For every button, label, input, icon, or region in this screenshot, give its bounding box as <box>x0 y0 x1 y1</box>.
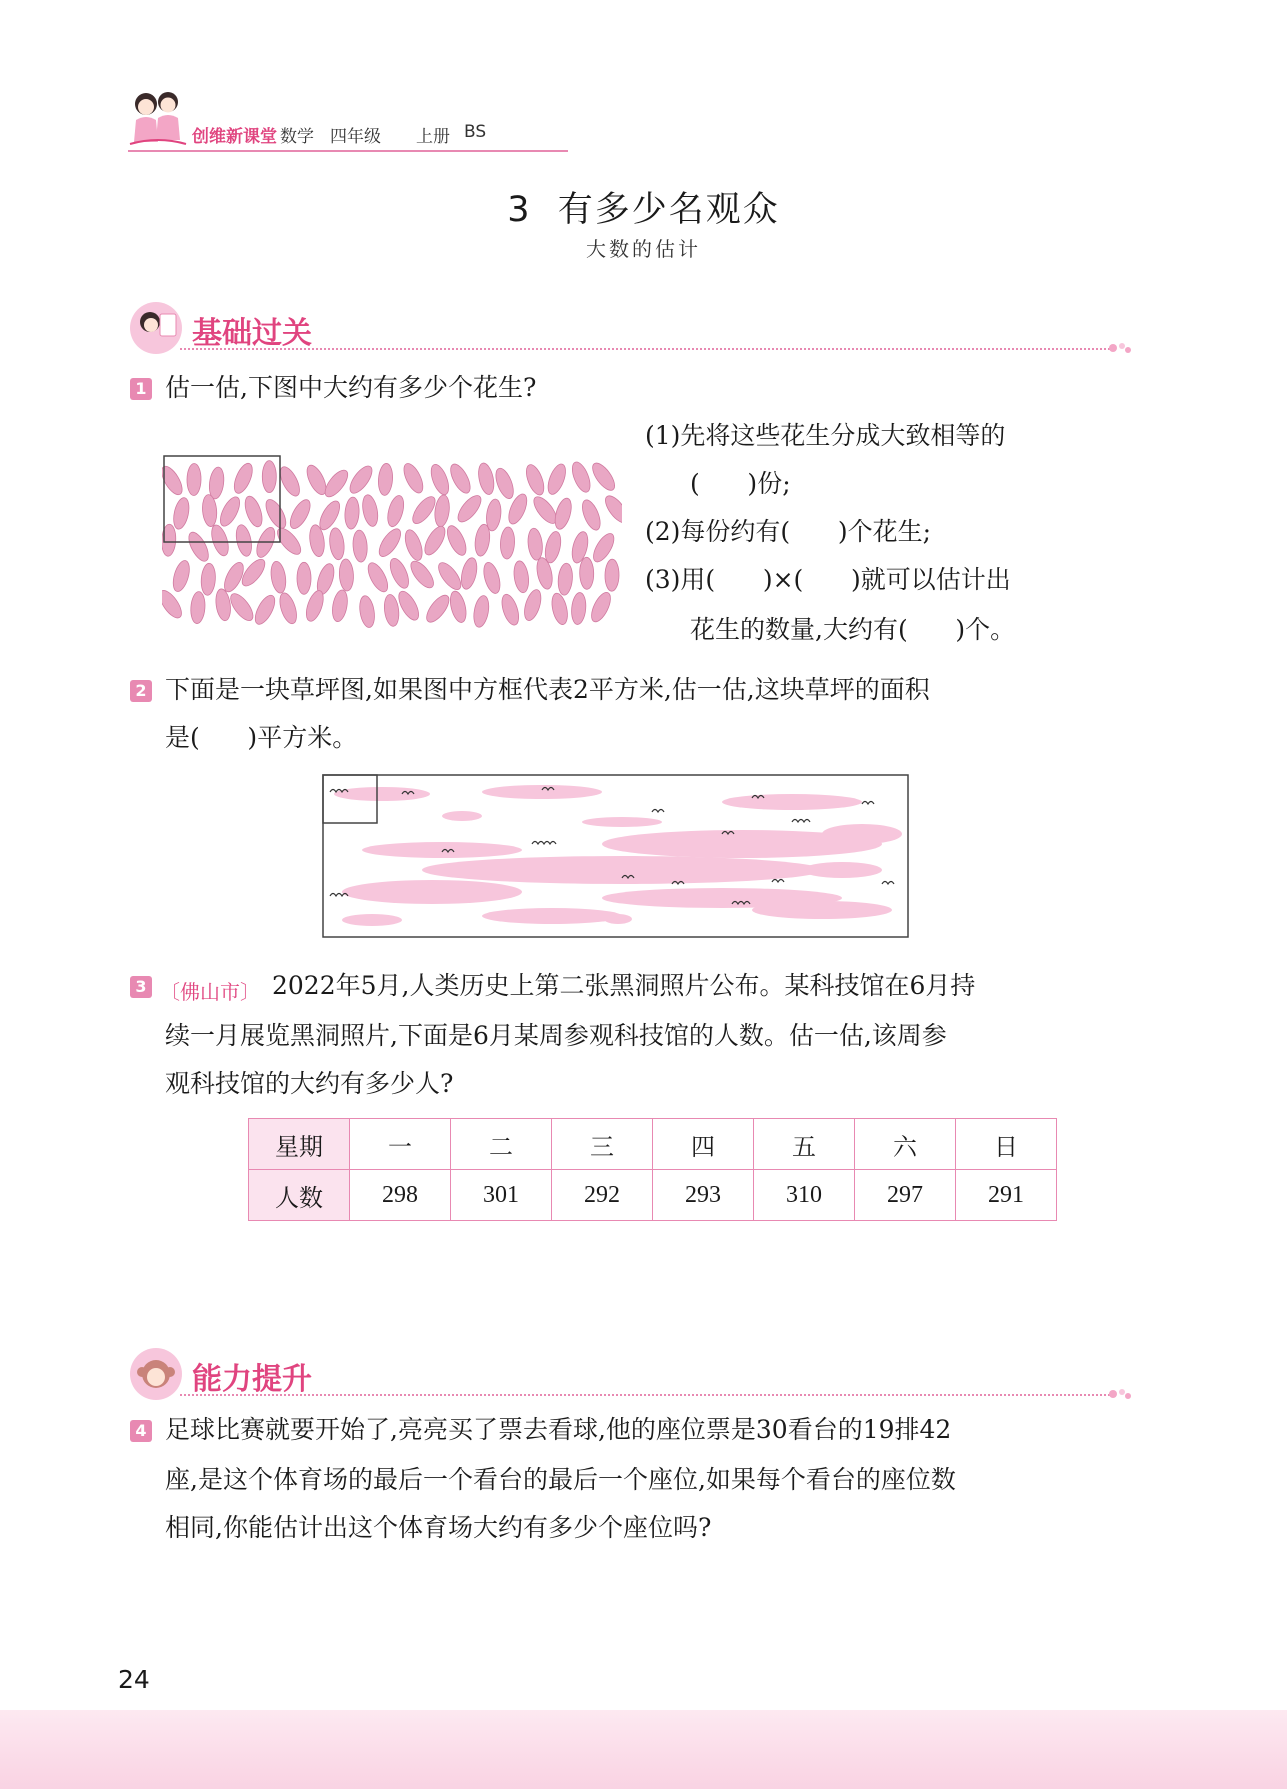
peanut-icon <box>190 591 206 624</box>
peanut-icon <box>262 461 276 493</box>
header-divider <box>128 150 568 152</box>
table-row <box>249 1170 1057 1221</box>
peanut-icon <box>448 590 469 624</box>
peanut-icon <box>297 562 311 594</box>
table-cell: 五 <box>754 1119 855 1170</box>
peanut-figure <box>162 450 622 630</box>
peanut-icon <box>170 559 192 594</box>
section-divider <box>180 1394 1110 1396</box>
peanut-icon <box>605 559 620 591</box>
peanut-icon <box>579 557 594 589</box>
table-row <box>249 1119 1057 1170</box>
table-cell: 297 <box>855 1170 956 1221</box>
peanut-icon <box>251 592 278 627</box>
peanut-icon <box>185 529 212 564</box>
question-number-4: 4 <box>130 1420 152 1442</box>
question-1-part-2: (2)每份约有( )个花生; <box>645 517 932 546</box>
peanut-icon <box>434 559 464 593</box>
question-3-line-1: 2022年5月,人类历史上第二张黑洞照片公布。某科技馆在6月持 <box>272 971 976 1000</box>
peanut-icon <box>423 592 453 626</box>
peanut-icon <box>481 561 503 596</box>
question-1-text: 估一估,下图中大约有多少个花生? <box>165 373 537 402</box>
peanut-icon <box>234 523 254 557</box>
peanut-icon <box>473 523 491 557</box>
question-3-line-2: 续一月展览黑洞照片,下面是6月某周参观科技馆的人数。估一估,该周参 <box>165 1021 947 1050</box>
question-1-part-1: (1)先将这些花生分成大致相等的 <box>645 421 1006 450</box>
page-header <box>128 86 1128 156</box>
peanut-icon <box>570 592 587 625</box>
peanut-icon <box>557 563 574 596</box>
table-cell: 一 <box>350 1119 451 1170</box>
peanut-icon <box>286 497 314 532</box>
peanut-icon <box>383 594 401 627</box>
peanut-icon <box>523 462 548 497</box>
table-cell: 日 <box>956 1119 1057 1170</box>
grade-label: 四年级 <box>330 127 381 147</box>
peanut-icon <box>492 466 517 501</box>
peanut-icon <box>200 563 216 596</box>
girl-mascot-icon <box>128 300 184 356</box>
lesson-title: 3 有多少名观众 <box>507 190 780 230</box>
page-number: 24 <box>118 1665 150 1694</box>
peanut-icon <box>421 523 449 558</box>
table-cell: 310 <box>754 1170 855 1221</box>
question-1-part-3: (3)用( )×( )就可以估计出 <box>645 565 1011 594</box>
peanut-icon <box>262 497 290 532</box>
peanut-icon <box>344 497 360 530</box>
peanut-icon <box>269 560 288 594</box>
peanut-icon <box>433 494 451 527</box>
peanut-icon <box>402 528 426 563</box>
peanut-icon <box>377 463 393 496</box>
monkey-mascot-icon <box>128 1346 184 1402</box>
peanut-icon <box>459 556 480 590</box>
table-cell: 301 <box>451 1170 552 1221</box>
table-cell: 四 <box>653 1119 754 1170</box>
peanut-icon <box>216 494 243 529</box>
peanut-icon <box>346 463 376 497</box>
peanut-icon <box>277 591 300 626</box>
peanut-icon <box>589 460 619 494</box>
peanut-icon <box>527 528 544 561</box>
peanut-icon <box>545 462 570 497</box>
peanut-icon <box>579 498 604 533</box>
table-cell: 292 <box>552 1170 653 1221</box>
peanut-icon <box>162 463 186 498</box>
region-tag: 〔佛山市〕 <box>160 980 260 1004</box>
footer-band <box>0 1710 1287 1789</box>
section-header-basics <box>128 300 1128 360</box>
question-4-line-1: 足球比赛就要开始了,亮亮买了票去看球,他的座位票是30看台的19排42 <box>165 1415 952 1444</box>
peanut-icon <box>360 494 380 528</box>
question-number-1: 1 <box>130 378 152 400</box>
peanut-icon <box>569 460 594 495</box>
question-number-2: 2 <box>130 680 152 702</box>
peanut-icon <box>549 592 570 626</box>
subject-label: 数学 <box>280 127 314 147</box>
peanut-icon <box>231 461 256 496</box>
peanut-icon <box>409 493 439 527</box>
section-header-advanced <box>128 1346 1128 1406</box>
peanut-icon <box>227 590 257 624</box>
table-cell: 六 <box>855 1119 956 1170</box>
dots-decoration-icon <box>1108 1386 1132 1402</box>
edition-label: BS <box>464 122 487 142</box>
peanut-icon <box>454 492 485 526</box>
peanut-icon <box>395 588 423 623</box>
section-divider <box>180 348 1110 350</box>
section-title-advanced: 能力提升 <box>192 1362 312 1397</box>
peanut-icon <box>162 587 186 621</box>
peanut-icon <box>521 588 544 623</box>
question-4-line-3: 相同,你能估计出这个体育场大约有多少个座位吗? <box>165 1513 712 1542</box>
table-cell: 298 <box>350 1170 451 1221</box>
question-1-part-1b: ( )份; <box>690 469 791 498</box>
visitors-table <box>248 1118 1057 1221</box>
table-cell: 三 <box>552 1119 653 1170</box>
volume-label: 上册 <box>416 127 450 147</box>
peanut-icon <box>512 560 530 594</box>
peanut-icon <box>588 590 615 625</box>
peanut-icon <box>407 558 438 592</box>
peanut-icon <box>386 556 412 591</box>
kids-mascot-icon <box>128 86 188 150</box>
question-3-line-3: 观科技馆的大约有多少人? <box>165 1069 454 1098</box>
lesson-subtitle: 大数的估计 <box>586 237 701 261</box>
lawn-figure <box>322 774 910 940</box>
question-2-line-2: 是( )平方米。 <box>165 723 358 752</box>
table-header-count: 人数 <box>249 1170 350 1221</box>
peanut-icon <box>187 463 202 495</box>
peanut-icon <box>444 523 470 558</box>
brand-name: 创维新课堂 <box>192 127 277 147</box>
table-cell: 二 <box>451 1119 552 1170</box>
question-number-3: 3 <box>130 976 152 998</box>
peanut-icon <box>385 494 407 529</box>
peanut-icon <box>499 592 522 627</box>
peanut-icon <box>364 560 391 595</box>
question-4-line-2: 座,是这个体育场的最后一个看台的最后一个座位,如果每个看台的座位数 <box>165 1465 956 1494</box>
section-title-basics: 基础过关 <box>192 316 312 351</box>
peanut-icon <box>447 461 474 496</box>
peanut-icon <box>400 461 427 496</box>
peanut-icon <box>500 527 516 560</box>
peanut-icon <box>208 466 226 499</box>
peanut-icon <box>330 589 349 623</box>
peanut-icon <box>328 527 346 560</box>
table-cell: 293 <box>653 1170 754 1221</box>
peanut-icon <box>214 588 232 622</box>
peanut-icon <box>242 494 266 529</box>
peanut-icon <box>352 530 368 563</box>
peanut-icon <box>472 594 491 628</box>
dots-decoration-icon <box>1108 340 1132 356</box>
peanut-icon <box>358 595 377 629</box>
peanut-icon <box>375 526 405 560</box>
peanut-icon <box>601 492 622 526</box>
question-2-line-1: 下面是一块草坪图,如果图中方框代表2平方米,估一估,这块草坪的面积 <box>165 675 930 704</box>
peanut-icon <box>476 462 496 496</box>
question-1-part-3b: 花生的数量,大约有( )个。 <box>690 615 1016 644</box>
peanut-icon <box>171 496 191 530</box>
table-cell: 291 <box>956 1170 1057 1221</box>
peanut-icon <box>339 559 355 592</box>
peanut-cluster <box>162 460 622 629</box>
table-header-weekday: 星期 <box>249 1119 350 1170</box>
peanut-icon <box>208 523 231 558</box>
peanut-icon <box>428 462 453 497</box>
